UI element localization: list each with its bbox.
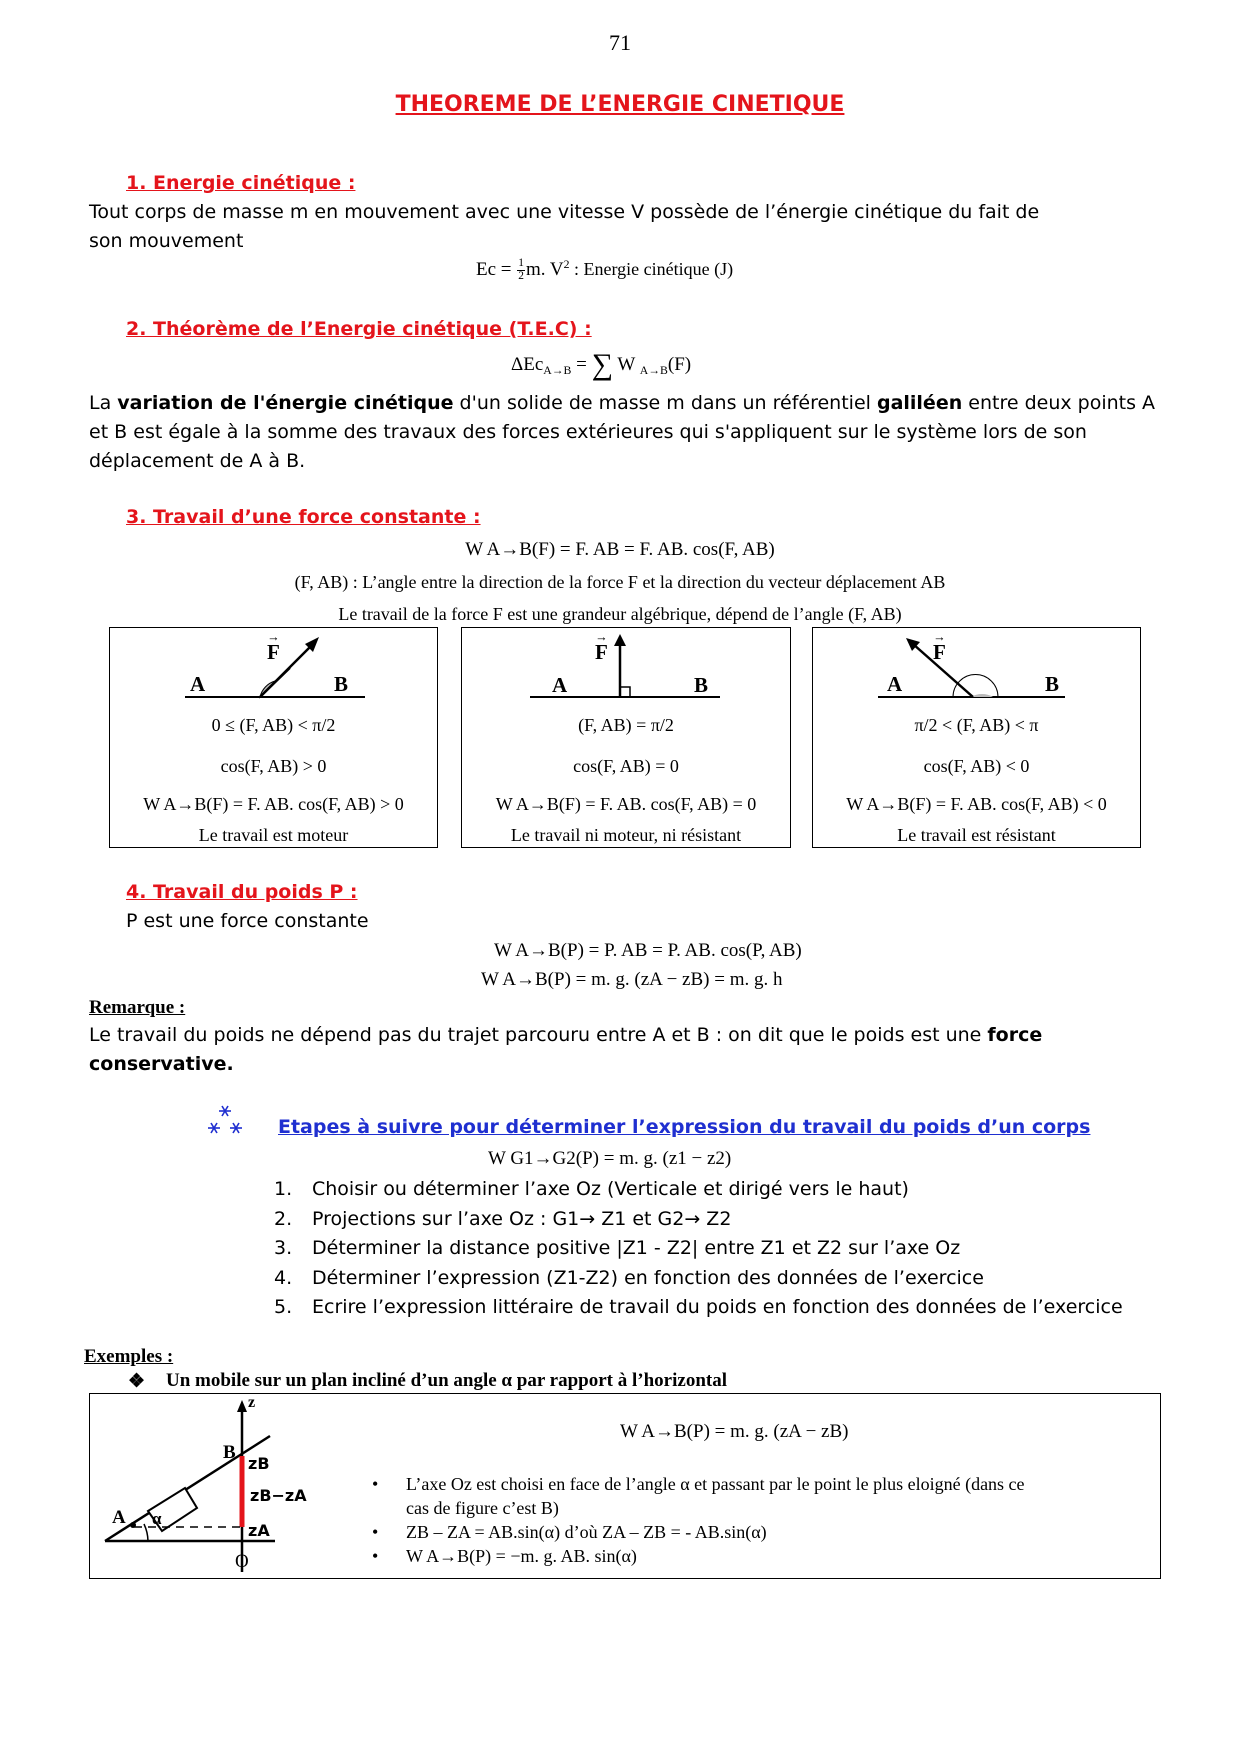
force-work-formula: W A→B(F) = F. AB = F. AB. cos(F, AB) — [465, 539, 775, 560]
work-type-label: Le travail ni moteur, ni résistant — [510, 825, 742, 845]
angle-condition: (F, AB) = π/2 — [578, 715, 674, 735]
step-number: 4. — [274, 1266, 293, 1289]
tec-formula — [511, 348, 691, 382]
case-box-resistant — [812, 627, 1141, 848]
alpha-label: α — [152, 1509, 162, 1528]
point-a-label: A — [552, 673, 568, 697]
origin-label: O — [235, 1551, 249, 1572]
angle-condition: 0 ≤ (F, AB) < π/2 — [211, 715, 336, 735]
force-f-label: → F — [595, 640, 608, 665]
example-box — [89, 1393, 1161, 1579]
examples-title: Exemples : — [84, 1346, 174, 1367]
angle-condition: π/2 < (F, AB) < π — [914, 715, 1039, 735]
step-item — [274, 1264, 1174, 1294]
bullet-text: cas de figure c’est B) — [406, 1498, 559, 1518]
list-item — [372, 1520, 1152, 1544]
tec-eq: = — [571, 354, 592, 375]
force-f-label: → F — [933, 640, 946, 665]
section-4-line-1: P est une force constante — [126, 910, 369, 932]
point-b-label: B — [1045, 672, 1060, 696]
kinetic-energy-formula — [476, 258, 733, 283]
step-item — [274, 1205, 1174, 1235]
text-run: La — [89, 392, 118, 414]
tec-lhs: ΔEc — [511, 354, 544, 375]
z-axis-label: z — [248, 1394, 256, 1411]
bullet-text: ZB – ZA = AB.sin(α) d’où ZA – ZB = - AB.sin(α) — [406, 1522, 767, 1542]
section-1-line-2: son mouvement — [89, 230, 244, 252]
list-item — [372, 1496, 1152, 1520]
example-bullet-list — [372, 1472, 1152, 1568]
step-number: 1. — [274, 1178, 293, 1200]
tec-w: W — [613, 354, 640, 375]
case-box-motor — [109, 627, 438, 848]
step-item — [274, 1175, 1174, 1205]
point-b-label: B — [223, 1442, 236, 1463]
step-number: 5. — [274, 1296, 293, 1318]
za-label: zA — [248, 1521, 270, 1540]
text-run: entre deux points A — [962, 392, 1156, 414]
work-type-label: Le travail est moteur — [198, 825, 349, 845]
section-3-heading: 3. Travail d’une force constante : — [126, 506, 481, 528]
text-run: d'un solide de masse m dans un référentiel — [453, 392, 877, 414]
bold-run: variation de l'énergie cinétique — [117, 392, 454, 414]
section-2-para-line-1 — [89, 389, 1155, 418]
work-expression: W A→B(F) = F. AB. cos(F, AB) < 0 — [846, 794, 1107, 814]
step-number: 3. — [274, 1237, 293, 1259]
ke-mid: m. V — [525, 259, 564, 281]
zb-label: zB — [248, 1454, 270, 1473]
tec-sum: ∑ — [591, 348, 613, 381]
page-title: THEOREME DE L’ENERGIE CINETIQUE — [395, 92, 845, 117]
cos-condition: cos(F, AB) = 0 — [573, 756, 679, 776]
weight-work-formula-1: W A→B(P) = P. AB = P. AB. cos(P, AB) — [494, 940, 802, 961]
example-subtitle: Un mobile sur un plan incliné d’un angle α par rapport à l’horizontal — [166, 1370, 727, 1391]
section-4-heading: 4. Travail du poids P : — [126, 881, 358, 903]
remark-line-1 — [89, 1021, 1042, 1050]
bullet-icon: • — [372, 1522, 379, 1542]
steps-list — [274, 1175, 1174, 1323]
force-f-label: → F — [267, 640, 280, 665]
step-text: Déterminer la distance positive |Z1 - Z2| entre Z1 et Z2 sur l’axe Oz — [312, 1237, 961, 1259]
point-b-label: B — [694, 673, 709, 697]
algebraic-note: Le travail de la force F est une grandeur algébrique, dépend de l’angle (F, AB) — [338, 604, 902, 624]
angle-definition: (F, AB) : L’angle entre la direction de la force F et la direction du vecteur déplacement AB — [294, 572, 946, 592]
bullet-text: W A→B(P) = −m. g. AB. sin(α) — [406, 1546, 637, 1566]
text-run: Le travail du poids ne dépend pas du trajet parcouru entre A et B : on dit que le poids est une — [89, 1024, 988, 1046]
example-bullet-icon: ❖ — [128, 1371, 146, 1392]
ke-fraction — [517, 258, 525, 283]
list-item — [372, 1472, 1152, 1496]
step-text: Déterminer l’expression (Z1-Z2) en fonction des données de l’exercice — [312, 1266, 984, 1289]
bullet-icon: • — [372, 1546, 379, 1566]
steps-formula: W G1→G2(P) = m. g. (z1 − z2) — [488, 1148, 732, 1169]
asterisks-icon — [204, 1104, 246, 1138]
ke-lhs: Ec = — [476, 259, 517, 281]
step-text: Ecrire l’expression littéraire de travail du poids en fonction des données de l’exercice — [312, 1296, 1123, 1318]
weight-work-formula-2: W A→B(P) = m. g. (zA − zB) = m. g. h — [481, 969, 783, 990]
example-formula: W A→B(P) = m. g. (zA − zB) — [620, 1421, 849, 1442]
step-text: Projections sur l’axe Oz : G1→ Z1 et G2→ Z2 — [312, 1207, 732, 1230]
zb-minus-za-label: zB−zA — [250, 1486, 307, 1505]
step-number: 2. — [274, 1207, 293, 1230]
tec-sub: A→B — [543, 364, 572, 378]
section-1-line-1: Tout corps de masse m en mouvement avec une vitesse V possède de l’énergie cinétique du fait de — [89, 201, 1040, 223]
steps-heading: Etapes à suivre pour déterminer l’expression du travail du poids d’un corps — [278, 1116, 1091, 1138]
bold-run: galiléen — [876, 392, 963, 414]
page-number: 71 — [609, 30, 631, 55]
bullet-text: L’axe Oz est choisi en face de l’angle α et passant par le point le plus eloigné (dans ce — [406, 1474, 1025, 1494]
point-b-label: B — [334, 672, 349, 696]
tec-rhs: (F) — [667, 354, 692, 375]
cos-condition: cos(F, AB) > 0 — [220, 756, 327, 776]
tec-sub-2: A→B — [639, 364, 668, 378]
work-type-label: Le travail est résistant — [897, 825, 1056, 845]
bullet-icon: • — [372, 1474, 379, 1494]
step-item — [274, 1234, 1174, 1264]
section-2-para-line-3: déplacement de A à B. — [89, 450, 306, 472]
step-item — [274, 1293, 1174, 1323]
section-2-heading: 2. Théorème de l’Energie cinétique (T.E.C) : — [126, 318, 592, 340]
ke-exp: 2 — [563, 258, 570, 271]
case-box-zero — [461, 627, 791, 848]
point-a-label: A — [190, 672, 206, 696]
ke-desc: : Energie cinétique (J) — [569, 259, 734, 280]
section-2-para-line-2: et B est égale à la somme des travaux des forces extérieures qui s'appliquent sur le système lors de son — [89, 421, 1087, 443]
work-expression: W A→B(F) = F. AB. cos(F, AB) > 0 — [143, 794, 404, 814]
work-expression: W A→B(F) = F. AB. cos(F, AB) = 0 — [495, 794, 757, 814]
case-figure-resistant — [813, 628, 1140, 728]
step-text: Choisir ou déterminer l’axe Oz (Verticale et dirigé vers le haut) — [312, 1178, 909, 1200]
point-a-label: A — [112, 1507, 126, 1528]
remark-line-2: conservative. — [89, 1053, 234, 1075]
case-figure-zero — [462, 628, 790, 728]
ke-frac-den: 2 — [518, 270, 524, 283]
remark-title: Remarque : — [89, 997, 186, 1018]
section-1-heading: 1. Energie cinétique : — [126, 172, 356, 194]
bold-run: force — [987, 1024, 1043, 1046]
point-a-label: A — [887, 672, 903, 696]
ke-frac-num: 1 — [518, 257, 524, 270]
list-item — [372, 1544, 1152, 1568]
cos-condition: cos(F, AB) < 0 — [923, 756, 1030, 776]
